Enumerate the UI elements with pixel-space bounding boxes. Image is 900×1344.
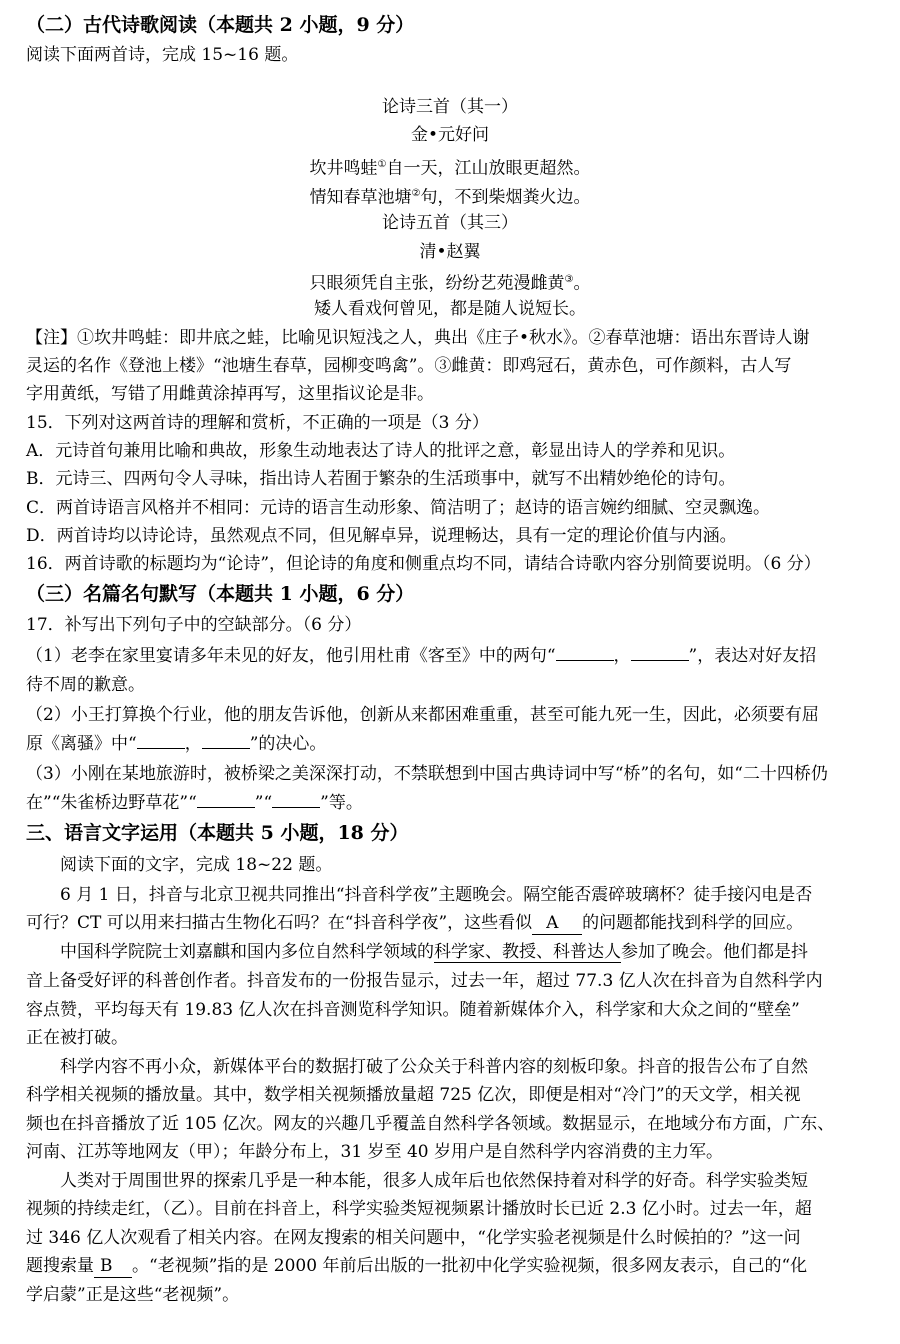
footnote-marker: ③: [564, 274, 574, 285]
para4-line: 过 346 亿人次观看了相关内容。在网友搜索的相关问题中，“化学实验老视频是什么时候拍的？”这一问: [26, 1228, 801, 1248]
poem2-title: 论诗五首（其三）: [382, 213, 518, 233]
poem2-line1: 只眼须凭自主张，纷纷艺苑漫雌黄③。: [309, 273, 591, 294]
q17-part1: （1）老李在家里宴请多年未见的好友，他引用杜甫《客至》中的两句“ ， ”，表达对好友招: [26, 646, 817, 666]
note-line: 【注】①坎井鸣蛙：即井底之蛙，比喻见识短浅之人，典出《庄子•秋水》。②春草池塘：语出东晋诗人谢: [26, 328, 810, 348]
para2-line: 音上备受好评的科普创作者。抖音发布的一份报告显示，过去一年，超过 77.3 亿人次在抖音为自然科学内: [26, 971, 823, 991]
blank-b[interactable]: B: [94, 1255, 132, 1278]
part3-title: 三、语言文字运用（本题共 5 小题，18 分）: [26, 822, 409, 844]
para4-line: 人类对于周围世界的探索几乎是一种本能，很多人成年后也依然保持着对科学的好奇。科学实验类短: [60, 1171, 808, 1191]
option-a: A．元诗首句兼用比喻和典故，形象生动地表达了诗人的批评之意，彰显出诗人的学养和见识。: [26, 441, 736, 461]
option-c: C．两首诗语言风格并不相同：元诗的语言生动形象、简洁明了；赵诗的语言婉约细腻、空灵飘逸。: [26, 498, 771, 518]
note-line: 字用黄纸，写错了用雌黄涂掉再写，这里指议论是非。: [26, 384, 434, 404]
option-b: B．元诗三、四两句令人寻味，指出诗人若囿于繁杂的生活琐事中，就写不出精妙绝伦的诗句。: [26, 469, 736, 489]
poem1-title: 论诗三首（其一）: [382, 97, 518, 117]
answer-blank[interactable]: [631, 660, 689, 661]
para3-line: 频也在抖音播放了近 105 亿次。网友的兴趣几乎覆盖自然科学各领域。数据显示，在地域分布方面，广东、: [26, 1114, 835, 1134]
para1-line: 可行？CT 可以用来扫描古生物化石吗？在“抖音科学夜”，这些看似 A 的问题都能找到科学的回应。: [26, 913, 804, 933]
q17-part3: （3）小刚在某地旅游时，被桥梁之美深深打动，不禁联想到中国古典诗词中写“桥”的名句，如“二十四桥仍: [26, 764, 828, 784]
para3-line: 科学相关视频的播放量。其中，数学相关视频播放量超 725 亿次，即便是相对“冷门”的天文学，相关视: [26, 1085, 801, 1105]
q17-part3-cont: 在”“朱雀桥边野草花”“ ”“ ”等。: [26, 793, 363, 813]
answer-blank[interactable]: [137, 748, 185, 749]
footnote-marker: ①: [377, 159, 387, 170]
para4-line: 视频的持续走红，（乙）。目前在抖音上，科学实验类短视频累计播放时长已近 2.3 亿小时。过去一年，超: [26, 1199, 812, 1219]
poem2-line2: 矮人看戏何曾见，都是随人说短长。: [314, 299, 586, 319]
section-intro: 阅读下面两首诗，完成 15~16 题。: [26, 45, 299, 65]
footnote-marker: ②: [411, 188, 421, 199]
question-17-stem: 17．补写出下列句子中的空缺部分。（6 分）: [26, 615, 362, 635]
section-title-poetry: （二）古代诗歌阅读（本题共 2 小题，9 分）: [26, 14, 415, 36]
para4-line: 学启蒙”正是这些“老视频”。: [26, 1285, 240, 1305]
para3-line: 科学内容不再小众，新媒体平台的数据打破了公众关于科普内容的刻板印象。抖音的报告公布了自然: [60, 1057, 808, 1077]
para2-line: 正在被打破。: [26, 1028, 128, 1048]
underlined-phrase: 科学家、教授、科普达人: [434, 942, 621, 962]
para3-line: 河南、江苏等地网友（甲）；年龄分布上，31 岁至 40 岁用户是自然科学内容消费的主力军。: [26, 1142, 723, 1162]
question-15-stem: 15．下列对这两首诗的理解和赏析，不正确的一项是（3 分）: [26, 413, 489, 433]
q17-part2-cont: 原《离骚》中“ ， ”的决心。: [26, 734, 327, 754]
para1-line: 6 月 1 日，抖音与北京卫视共同推出“抖音科学夜”主题晚会。隔空能否震碎玻璃杯？徒手接闪电是否: [60, 885, 813, 905]
blank-a[interactable]: A: [532, 912, 582, 935]
para4-line: 题搜索量 B 。“老视频”指的是 2000 年前后出版的一批初中化学实验视频，很多网友表示，自己的“化: [26, 1256, 808, 1276]
poem2-author: 清•赵翼: [419, 242, 481, 262]
answer-blank[interactable]: [272, 807, 320, 808]
para2-line: 中国科学院院士刘嘉麒和国内多位自然科学领域的科学家、教授、科普达人参加了晚会。他们都是抖: [60, 942, 808, 962]
q17-part2: （2）小王打算换个行业，他的朋友告诉他，创新从来都困难重重，甚至可能九死一生，因此，必须要有屈: [26, 705, 819, 725]
part3-intro: 阅读下面的文字，完成 18~22 题。: [60, 855, 333, 875]
poem1-line2: 情知春草池塘②句，不到柴烟粪火边。: [309, 187, 591, 208]
section-title-recitation: （三）名篇名句默写（本题共 1 小题，6 分）: [26, 583, 415, 605]
poem1-line1: 坎井鸣蛙①自一天，江山放眼更超然。: [309, 158, 591, 179]
answer-blank[interactable]: [197, 807, 255, 808]
answer-blank[interactable]: [556, 660, 614, 661]
poem1-author: 金•元好问: [410, 125, 490, 145]
note-line: 灵运的名作《登池上楼》“池塘生春草，园柳变鸣禽”。③雌黄：即鸡冠石，黄赤色，可作颜料，古人写: [26, 356, 792, 376]
q17-part1-cont: 待不周的歉意。: [26, 675, 145, 695]
option-d: D．两首诗均以诗论诗，虽然观点不同，但见解卓异，说理畅达，具有一定的理论价值与内涵。: [26, 526, 737, 546]
answer-blank[interactable]: [202, 748, 250, 749]
para2-line: 容点赞，平均每天有 19.83 亿人次在抖音测览科学知识。随着新媒体介入，科学家和大众之间的“壁垒”: [26, 1000, 800, 1020]
question-16: 16．两首诗歌的标题均为“论诗”，但论诗的角度和侧重点均不同，请结合诗歌内容分别简要说明。（6 分）: [26, 554, 821, 574]
